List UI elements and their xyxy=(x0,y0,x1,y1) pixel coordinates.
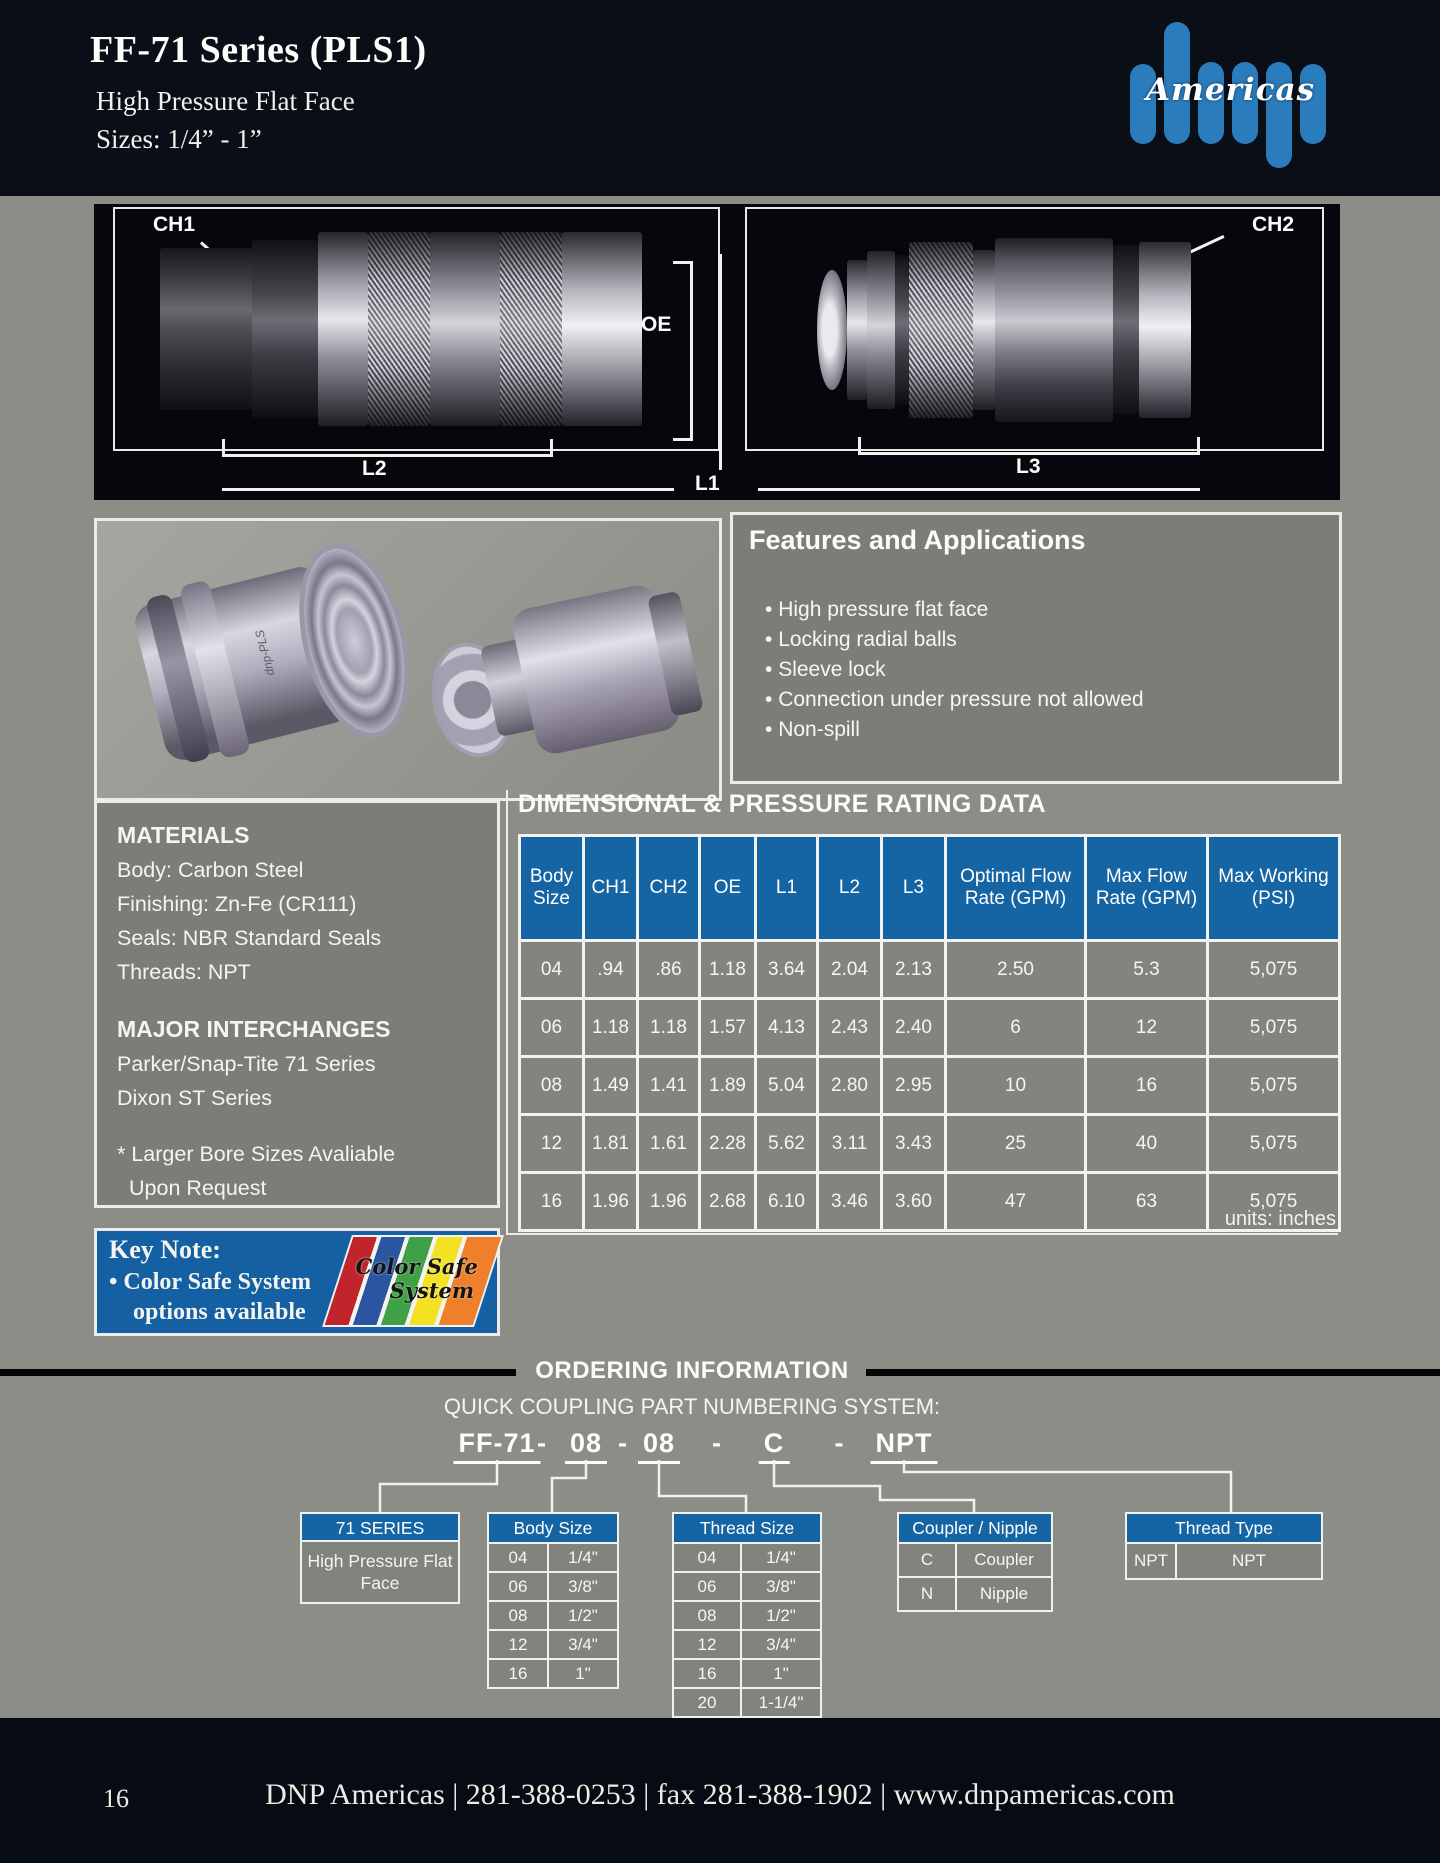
table-cell: 5,075 xyxy=(1208,1115,1340,1173)
series-table-header: 71 SERIES xyxy=(301,1513,459,1543)
header xyxy=(0,0,1440,196)
table-row xyxy=(520,1173,1340,1231)
table-cell: 08 xyxy=(488,1601,548,1630)
table-cell: 5.3 xyxy=(1086,941,1208,999)
table-row xyxy=(673,1688,821,1717)
nipple-ring xyxy=(847,260,867,400)
column-header: L2 xyxy=(818,836,882,941)
page-title: FF-71 Series (PLS1) xyxy=(90,29,427,71)
table-cell: 25 xyxy=(946,1115,1086,1173)
coupler-nipple-table xyxy=(897,1512,1053,1612)
part-separator: - xyxy=(537,1428,546,1458)
materials-line: Seals: NBR Standard Seals xyxy=(117,926,382,950)
divider-bar xyxy=(866,1369,1440,1376)
nipple-ring xyxy=(973,250,995,410)
part-segment: 08 xyxy=(565,1428,607,1464)
table-cell: 12 xyxy=(520,1115,584,1173)
female-coupler-photo xyxy=(160,231,642,427)
table-cell: 5.04 xyxy=(756,1057,818,1115)
table-cell: 6.10 xyxy=(756,1173,818,1231)
table-cell: 1.41 xyxy=(638,1057,700,1115)
table-cell: 16 xyxy=(673,1659,741,1688)
table-cell: 12 xyxy=(488,1630,548,1659)
table-cell: 5,075 xyxy=(1208,941,1340,999)
table-row xyxy=(673,1630,821,1659)
table-cell: 1.61 xyxy=(638,1115,700,1173)
table-cell: 04 xyxy=(488,1543,548,1572)
part-segment: 08 xyxy=(638,1428,680,1464)
nipple-end-ring xyxy=(1139,242,1191,418)
rating-data-panel xyxy=(506,790,1338,1235)
table-cell: 3/8" xyxy=(548,1572,618,1601)
color-safe-system-logo xyxy=(322,1235,504,1327)
coupler-ring xyxy=(318,232,368,426)
materials-line: Threads: NPT xyxy=(117,960,251,984)
table-cell: 1.49 xyxy=(584,1057,638,1115)
nipple-groove xyxy=(1113,245,1139,415)
table-cell: 3/4" xyxy=(741,1630,821,1659)
column-header: Body Size xyxy=(520,836,584,941)
column-header: L1 xyxy=(756,836,818,941)
table-cell: 1.18 xyxy=(638,999,700,1057)
table-row xyxy=(520,941,1340,999)
table-cell: 3/8" xyxy=(741,1572,821,1601)
table-row xyxy=(488,1601,618,1630)
table-cell: 2.28 xyxy=(700,1115,756,1173)
coupler-collar xyxy=(252,240,318,418)
table-row xyxy=(1126,1543,1322,1579)
table-cell: 3.60 xyxy=(882,1173,946,1231)
table-row xyxy=(520,999,1340,1057)
table-cell: 1/2" xyxy=(741,1601,821,1630)
nipple-render xyxy=(411,545,709,781)
coupler-end-ring xyxy=(562,232,642,426)
bore-note-line: * Larger Bore Sizes Avaliable xyxy=(117,1142,396,1166)
feature-item: • Sleeve lock xyxy=(765,655,1144,685)
table-cell: 08 xyxy=(673,1601,741,1630)
features-title: Features and Applications xyxy=(749,525,1086,555)
table-row xyxy=(488,1543,618,1572)
key-note-line: • Color Safe System xyxy=(109,1269,311,1296)
table-row xyxy=(898,1577,1052,1611)
coupler-nipple-rows xyxy=(898,1543,1052,1611)
table-cell: 1.96 xyxy=(584,1173,638,1231)
ordering-title: ORDERING INFORMATION xyxy=(535,1357,849,1384)
feature-item: • Non-spill xyxy=(765,715,1144,745)
interchange-line: Dixon ST Series xyxy=(117,1086,272,1110)
table-row xyxy=(520,1057,1340,1115)
table-cell: NPT xyxy=(1126,1543,1176,1579)
thread-type-table xyxy=(1125,1512,1323,1580)
male-nipple-photo xyxy=(817,235,1191,425)
features-list xyxy=(765,595,1144,745)
table-cell: 3/4" xyxy=(548,1630,618,1659)
l1-center-line xyxy=(719,254,722,470)
coupler-nipple-header: Coupler / Nipple xyxy=(898,1513,1052,1543)
coupler-render xyxy=(126,527,428,789)
materials-line: Finishing: Zn-Fe (CR111) xyxy=(117,892,357,916)
table-cell: 3.43 xyxy=(882,1115,946,1173)
oe-bracket-line xyxy=(690,261,693,441)
column-header: Max Flow Rate (GPM) xyxy=(1086,836,1208,941)
series-table-body: High Pressure Flat Face xyxy=(300,1540,460,1604)
table-row xyxy=(898,1543,1052,1577)
table-cell: 2.80 xyxy=(818,1057,882,1115)
materials-box xyxy=(94,800,500,1208)
table-cell: 1" xyxy=(741,1659,821,1688)
page-number: 16 xyxy=(103,1784,129,1813)
table-cell: 3.46 xyxy=(818,1173,882,1231)
nipple-groove xyxy=(895,255,909,405)
column-header: CH1 xyxy=(584,836,638,941)
table-cell: 63 xyxy=(1086,1173,1208,1231)
table-cell: .86 xyxy=(638,941,700,999)
dimension-diagram-panel xyxy=(94,204,1340,500)
table-cell: Coupler xyxy=(956,1543,1052,1577)
table-cell: 06 xyxy=(488,1572,548,1601)
ch1-label: CH1 xyxy=(153,213,196,236)
table-row xyxy=(488,1630,618,1659)
table-cell: 04 xyxy=(673,1543,741,1572)
interchange-line: Parker/Snap-Tite 71 Series xyxy=(117,1052,376,1076)
table-cell: 1.89 xyxy=(700,1057,756,1115)
part-number-example xyxy=(0,1428,1440,1464)
feature-item: • High pressure flat face xyxy=(765,595,1144,625)
dnp-americas-logo xyxy=(1122,6,1332,166)
color-safe-logo-text: Color Safe xyxy=(355,1254,478,1279)
table-cell: Nipple xyxy=(956,1577,1052,1611)
part-segment: NPT xyxy=(871,1428,938,1464)
column-header: Max Working (PSI) xyxy=(1208,836,1340,941)
table-cell: 1/4" xyxy=(548,1543,618,1572)
column-header: Optimal Flow Rate (GPM) xyxy=(946,836,1086,941)
table-cell: 06 xyxy=(673,1572,741,1601)
sizes-range: Sizes: 1/4” - 1” xyxy=(96,124,262,154)
table-row xyxy=(488,1572,618,1601)
table-row xyxy=(520,1115,1340,1173)
rating-table xyxy=(518,834,1341,1232)
table-cell: 1/4" xyxy=(741,1543,821,1572)
oe-bracket-tick xyxy=(673,438,690,441)
part-segment: FF-71 xyxy=(453,1428,540,1464)
l2-tick xyxy=(550,439,553,455)
table-cell: 3.11 xyxy=(818,1115,882,1173)
table-cell: 4.13 xyxy=(756,999,818,1057)
thread-type-rows xyxy=(1126,1543,1322,1579)
spacer xyxy=(117,1115,497,1137)
table-cell: .94 xyxy=(584,941,638,999)
table-cell: 20 xyxy=(673,1688,741,1717)
table-cell: 6 xyxy=(946,999,1086,1057)
divider-bar xyxy=(0,1369,516,1376)
table-cell: 12 xyxy=(673,1630,741,1659)
product-render-box xyxy=(94,518,722,801)
key-note-title: Key Note: xyxy=(109,1235,221,1264)
rating-table-body xyxy=(520,941,1340,1231)
coupler-sleeve xyxy=(430,232,500,426)
page-subtitle: High Pressure Flat Face xyxy=(96,86,355,116)
table-row xyxy=(673,1659,821,1688)
column-header: L3 xyxy=(882,836,946,941)
key-note-box xyxy=(94,1228,500,1336)
l3-tick xyxy=(858,437,861,453)
table-cell: 5,075 xyxy=(1208,1057,1340,1115)
l2-tick xyxy=(222,439,225,455)
part-segment: C xyxy=(759,1428,790,1464)
part-separator: - xyxy=(618,1428,627,1458)
logo-americas-text: Americas xyxy=(1146,72,1316,108)
table-cell: 1" xyxy=(548,1659,618,1688)
table-cell: 40 xyxy=(1086,1115,1208,1173)
table-cell: N xyxy=(898,1577,956,1611)
feature-item: • Locking radial balls xyxy=(765,625,1144,655)
table-row xyxy=(673,1543,821,1572)
thread-size-rows xyxy=(673,1543,821,1717)
coupler-knurl-band xyxy=(368,232,430,426)
footer xyxy=(0,1718,1440,1863)
rating-table-header-row xyxy=(520,836,1340,941)
table-cell: 2.95 xyxy=(882,1057,946,1115)
table-cell: 1/2" xyxy=(548,1601,618,1630)
body-size-table xyxy=(487,1512,619,1689)
table-cell: 2.40 xyxy=(882,999,946,1057)
l3-label: L3 xyxy=(1016,455,1041,478)
thread-size-header: Thread Size xyxy=(673,1513,821,1543)
part-separator: - xyxy=(834,1428,844,1458)
oe-bracket-tick xyxy=(673,261,690,264)
nipple-photo-box xyxy=(745,207,1324,451)
coupler-photo-box xyxy=(113,207,720,451)
column-header: CH2 xyxy=(638,836,700,941)
body-size-rows xyxy=(488,1543,618,1688)
connector-lines xyxy=(0,1460,1440,1514)
color-safe-logo-text: System xyxy=(389,1278,475,1303)
coupler-render-marking: dnp-PLS xyxy=(252,628,278,678)
table-cell: 2.43 xyxy=(818,999,882,1057)
table-cell: 04 xyxy=(520,941,584,999)
table-cell: 1.18 xyxy=(584,999,638,1057)
materials-title: MATERIALS xyxy=(117,822,250,848)
footer-contact: DNP Americas | 281-388-0253 | fax 281-388-1902 | www.dnpamericas.com xyxy=(265,1778,1175,1811)
table-row xyxy=(673,1572,821,1601)
table-cell: 2.04 xyxy=(818,941,882,999)
table-cell: 10 xyxy=(946,1057,1086,1115)
table-cell: 1.18 xyxy=(700,941,756,999)
coupler-hex-nut xyxy=(160,248,252,410)
features-box xyxy=(730,512,1342,784)
l1-dimension-line-left xyxy=(222,488,674,491)
table-cell: 2.68 xyxy=(700,1173,756,1231)
l3-tick xyxy=(1197,437,1200,453)
feature-item: • Connection under pressure not allowed xyxy=(765,685,1144,715)
nipple-flat-face xyxy=(817,270,847,390)
nipple-knurl-band xyxy=(909,242,973,418)
table-cell: 06 xyxy=(520,999,584,1057)
table-cell: 47 xyxy=(946,1173,1086,1231)
units-note: units: inches xyxy=(1224,1208,1336,1230)
table-cell: 2.13 xyxy=(882,941,946,999)
table-cell: 2.50 xyxy=(946,941,1086,999)
table-cell: 16 xyxy=(488,1659,548,1688)
thread-size-table xyxy=(672,1512,822,1718)
part-separator: - xyxy=(712,1428,721,1458)
table-cell: 5,075 xyxy=(1208,999,1340,1057)
table-cell: 5,075 xyxy=(1208,1173,1340,1231)
table-row xyxy=(673,1601,821,1630)
table-cell: 1.96 xyxy=(638,1173,700,1231)
bore-note-line: Upon Request xyxy=(129,1176,267,1200)
l2-dimension-line xyxy=(222,454,553,457)
spacer xyxy=(117,989,497,1011)
materials-line: Body: Carbon Steel xyxy=(117,858,304,882)
nipple-ring xyxy=(867,251,895,409)
oe-label: OE xyxy=(641,313,672,336)
body-size-header: Body Size xyxy=(488,1513,618,1543)
table-cell: 08 xyxy=(520,1057,584,1115)
column-header: OE xyxy=(700,836,756,941)
table-cell: 1.57 xyxy=(700,999,756,1057)
ch2-label: CH2 xyxy=(1251,213,1294,236)
key-note-line: options available xyxy=(133,1299,306,1325)
table-cell: 16 xyxy=(520,1173,584,1231)
ordering-subtitle: QUICK COUPLING PART NUMBERING SYSTEM: xyxy=(443,1394,941,1419)
l1-label: L1 xyxy=(695,472,720,495)
table-cell: C xyxy=(898,1543,956,1577)
table-row xyxy=(488,1659,618,1688)
table-cell: 16 xyxy=(1086,1057,1208,1115)
thread-type-header: Thread Type xyxy=(1126,1513,1322,1543)
l1-dimension-line-right xyxy=(758,488,1200,491)
table-cell: 12 xyxy=(1086,999,1208,1057)
l2-label: L2 xyxy=(362,457,387,480)
rating-data-title: DIMENSIONAL & PRESSURE RATING DATA xyxy=(518,790,1046,818)
nipple-hex-body xyxy=(995,238,1113,422)
table-cell: 5.62 xyxy=(756,1115,818,1173)
coupler-knurl-band xyxy=(500,232,562,426)
table-cell: 1-1/4" xyxy=(741,1688,821,1717)
table-cell: 1.81 xyxy=(584,1115,638,1173)
table-cell: 3.64 xyxy=(756,941,818,999)
interchanges-title: MAJOR INTERCHANGES xyxy=(117,1016,391,1042)
table-cell: NPT xyxy=(1176,1543,1322,1579)
